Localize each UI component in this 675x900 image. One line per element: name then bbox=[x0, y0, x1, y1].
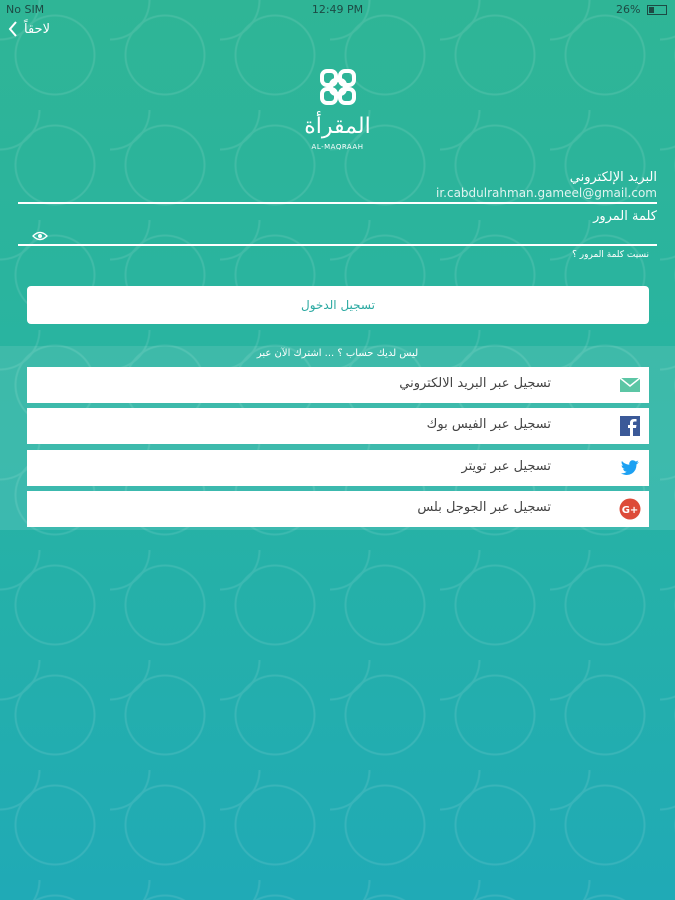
signup-prompt: ليس لديك حساب ؟ ... اشترك الآن عبر bbox=[256, 348, 419, 359]
signup-googleplus-button[interactable] bbox=[27, 491, 649, 527]
facebook-icon bbox=[619, 415, 641, 437]
password-underline bbox=[18, 244, 657, 246]
back-button[interactable] bbox=[8, 21, 50, 37]
login-button[interactable] bbox=[27, 286, 649, 324]
battery-percent: 26% bbox=[616, 3, 641, 16]
signup-facebook-button[interactable] bbox=[27, 408, 649, 444]
password-label: كلمة المرور bbox=[593, 209, 657, 224]
eye-icon[interactable] bbox=[32, 231, 48, 241]
signup-twitter-label: تسجيل عبر تويتر bbox=[461, 459, 551, 474]
carrier-label: No SIM bbox=[6, 3, 45, 16]
logo-english-name: AL-MAQRAAH bbox=[311, 143, 364, 151]
status-bar bbox=[0, 0, 675, 20]
back-label: لاحقاً bbox=[24, 21, 50, 37]
email-label: البريد الإلكتروني bbox=[569, 170, 657, 185]
email-underline bbox=[18, 202, 657, 204]
google-plus-icon bbox=[619, 498, 641, 520]
signup-facebook-label: تسجيل عبر الفيس بوك bbox=[426, 417, 551, 432]
email-input[interactable]: ir.cabdulrahman.gameel@gmail.com bbox=[436, 186, 657, 200]
logo-arabic-name: المقرأة bbox=[304, 114, 371, 139]
signup-googleplus-label: تسجيل عبر الجوجل بلس bbox=[417, 500, 551, 515]
app-logo bbox=[0, 66, 675, 151]
battery-icon bbox=[647, 5, 667, 15]
signup-email-label: تسجيل عبر البريد الالكتروني bbox=[399, 376, 551, 391]
login-button-label: تسجيل الدخول bbox=[301, 298, 375, 312]
clock: 12:49 PM bbox=[311, 3, 364, 16]
mail-icon bbox=[619, 374, 641, 396]
battery-indicator bbox=[616, 3, 667, 16]
chevron-left-icon bbox=[8, 21, 18, 37]
forgot-password-link[interactable]: نسيت كلمة المرور ؟ bbox=[572, 250, 649, 260]
svg-text:G+: G+ bbox=[621, 505, 639, 516]
knot-logo-icon bbox=[313, 66, 363, 112]
signup-twitter-button[interactable] bbox=[27, 450, 649, 486]
twitter-icon bbox=[619, 457, 641, 479]
signup-email-button[interactable] bbox=[27, 367, 649, 403]
